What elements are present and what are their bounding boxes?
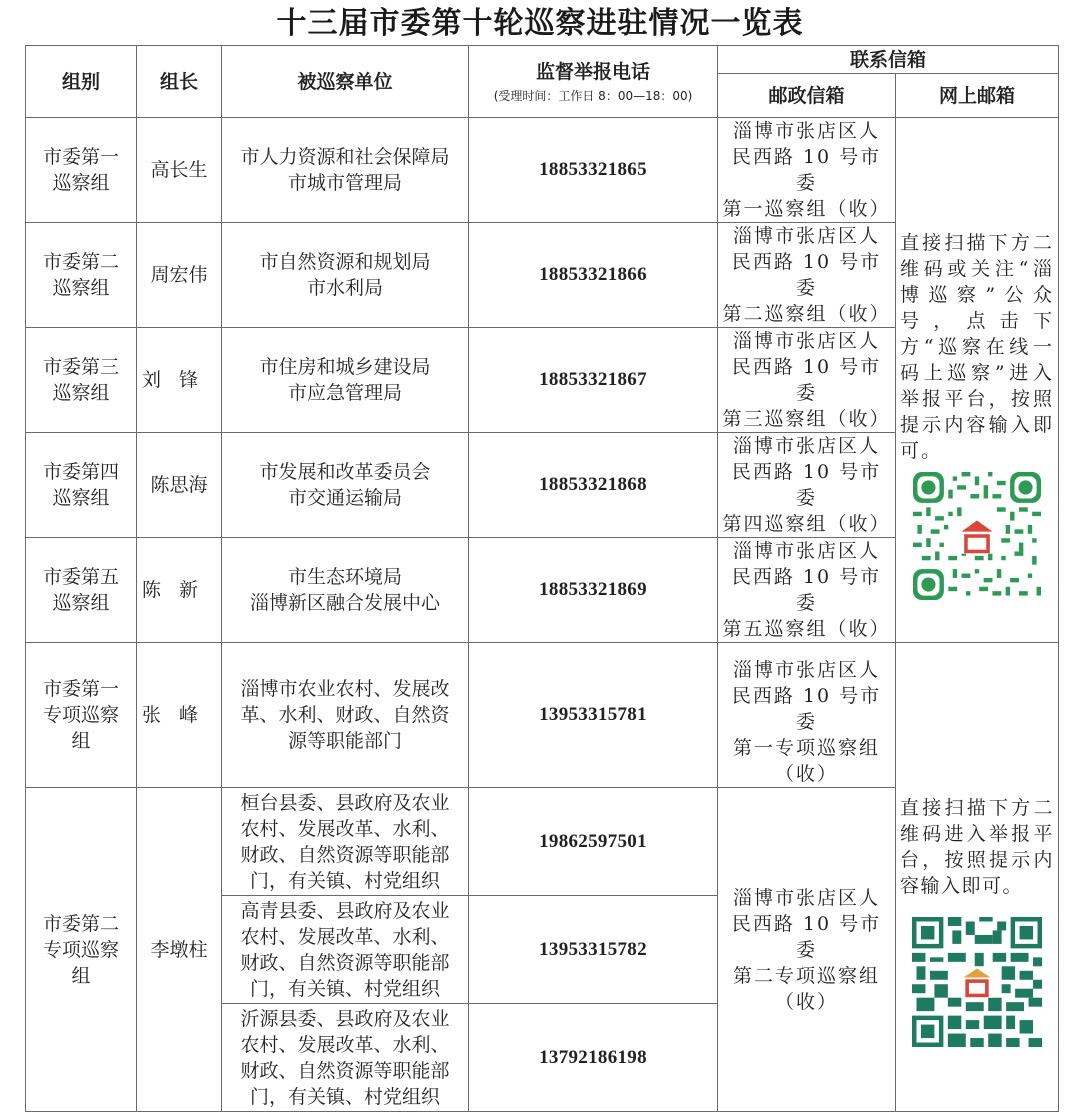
phone-cell: 13792186198 — [469, 1004, 718, 1112]
postal-cell: 淄博市张店区人 民西路 10 号市委 第五巡察组（收） — [718, 538, 896, 643]
postal-cell: 淄博市张店区人 民西路 10 号市委 第二专项巡察组 （收） — [718, 788, 896, 1112]
logo-icon — [961, 966, 992, 997]
header-phone — [469, 46, 718, 118]
logo-icon — [959, 518, 994, 553]
leader-cell: 周宏伟 — [137, 223, 222, 328]
leader-cell: 张峰 — [137, 643, 222, 788]
online-instructions-2: 直接扫描下方二维码进入举报平台，按照提示内容输入即可。 — [900, 797, 1054, 897]
online-mailbox-cell-2 — [896, 643, 1059, 1112]
unit-cell: 市住房和城乡建设局 市应急管理局 — [222, 328, 469, 433]
header-unit: 被巡察单位 — [222, 46, 469, 118]
postal-cell: 淄博市张店区人 民西路 10 号市委 第三巡察组（收） — [718, 328, 896, 433]
group-cell: 市委第二 专项巡察 组 — [26, 788, 137, 1112]
group-cell: 市委第一 专项巡察 组 — [26, 643, 137, 788]
unit-cell: 市生态环境局 淄博新区融合发展中心 — [222, 538, 469, 643]
group-cell: 市委第一 巡察组 — [26, 118, 137, 223]
header-mailbox: 联系信箱 — [718, 46, 1059, 74]
postal-cell: 淄博市张店区人 民西路 10 号市委 第一专项巡察组 （收） — [718, 643, 896, 788]
header-phone-label: 监督举报电话 — [535, 60, 650, 83]
phone-cell: 18853321867 — [469, 328, 718, 433]
phone-cell: 19862597501 — [469, 788, 718, 896]
unit-cell: 市自然资源和规划局 市水利局 — [222, 223, 469, 328]
leader-cell: 李墩柱 — [137, 788, 222, 1112]
phone-cell: 13953315781 — [469, 643, 718, 788]
header-group: 组别 — [26, 46, 137, 118]
table-row — [26, 643, 1059, 788]
leader-cell: 陈新 — [137, 538, 222, 643]
leader-cell: 陈思海 — [137, 433, 222, 538]
unit-cell: 市人力资源和社会保障局 市城市管理局 — [222, 118, 469, 223]
header-leader: 组长 — [137, 46, 222, 118]
leader-cell: 刘锋 — [137, 328, 222, 433]
phone-cell: 18853321868 — [469, 433, 718, 538]
group-cell: 市委第四 巡察组 — [26, 433, 137, 538]
inspection-table — [25, 45, 1059, 1112]
group-cell: 市委第三 巡察组 — [26, 328, 137, 433]
phone-cell: 18853321866 — [469, 223, 718, 328]
phone-cell: 18853321865 — [469, 118, 718, 223]
phone-cell: 18853321869 — [469, 538, 718, 643]
phone-cell: 13953315782 — [469, 896, 718, 1004]
leader-cell: 高长生 — [137, 118, 222, 223]
header-phone-hours: (受理时间：工作日 8：00—18：00) — [493, 88, 693, 103]
postal-cell: 淄博市张店区人 民西路 10 号市委 第四巡察组（收） — [718, 433, 896, 538]
qr-code-icon[interactable] — [912, 917, 1042, 1047]
postal-cell: 淄博市张店区人 民西路 10 号市委 第一巡察组（收） — [718, 118, 896, 223]
group-cell: 市委第二 巡察组 — [26, 223, 137, 328]
postal-cell: 淄博市张店区人 民西路 10 号市委 第二巡察组（收） — [718, 223, 896, 328]
unit-cell: 桓台县委、县政府及农业 农村、发展改革、水利、 财政、自然资源等职能部 门，有关镇、村党组织 — [222, 788, 469, 896]
header-online: 网上邮箱 — [896, 74, 1059, 118]
online-mailbox-cell-1 — [896, 118, 1059, 643]
group-cell: 市委第五 巡察组 — [26, 538, 137, 643]
unit-cell: 市发展和改革委员会 市交通运输局 — [222, 433, 469, 538]
header-postal: 邮政信箱 — [718, 74, 896, 118]
qr-code-icon[interactable] — [913, 472, 1041, 600]
page-title: 十三届市委第十轮巡察进驻情况一览表 — [276, 6, 804, 41]
unit-cell: 高青县委、县政府及农业 农村、发展改革、水利、 财政、自然资源等职能部 门，有关镇、村党组织 — [222, 896, 469, 1004]
unit-cell: 沂源县委、县政府及农业 农村、发展改革、水利、 财政、自然资源等职能部 门，有关镇、村党组织 — [222, 1004, 469, 1112]
unit-cell: 淄博市农业农村、发展改 革、水利、财政、自然资 源等职能部门 — [222, 643, 469, 788]
online-instructions-1: 直接扫描下方二维码或关注“淄博巡察”公众号，点击下方“巡察在线一码上巡察”进入举报平台，按照提示内容输入即可。 — [900, 232, 1054, 462]
table-row — [26, 118, 1059, 223]
